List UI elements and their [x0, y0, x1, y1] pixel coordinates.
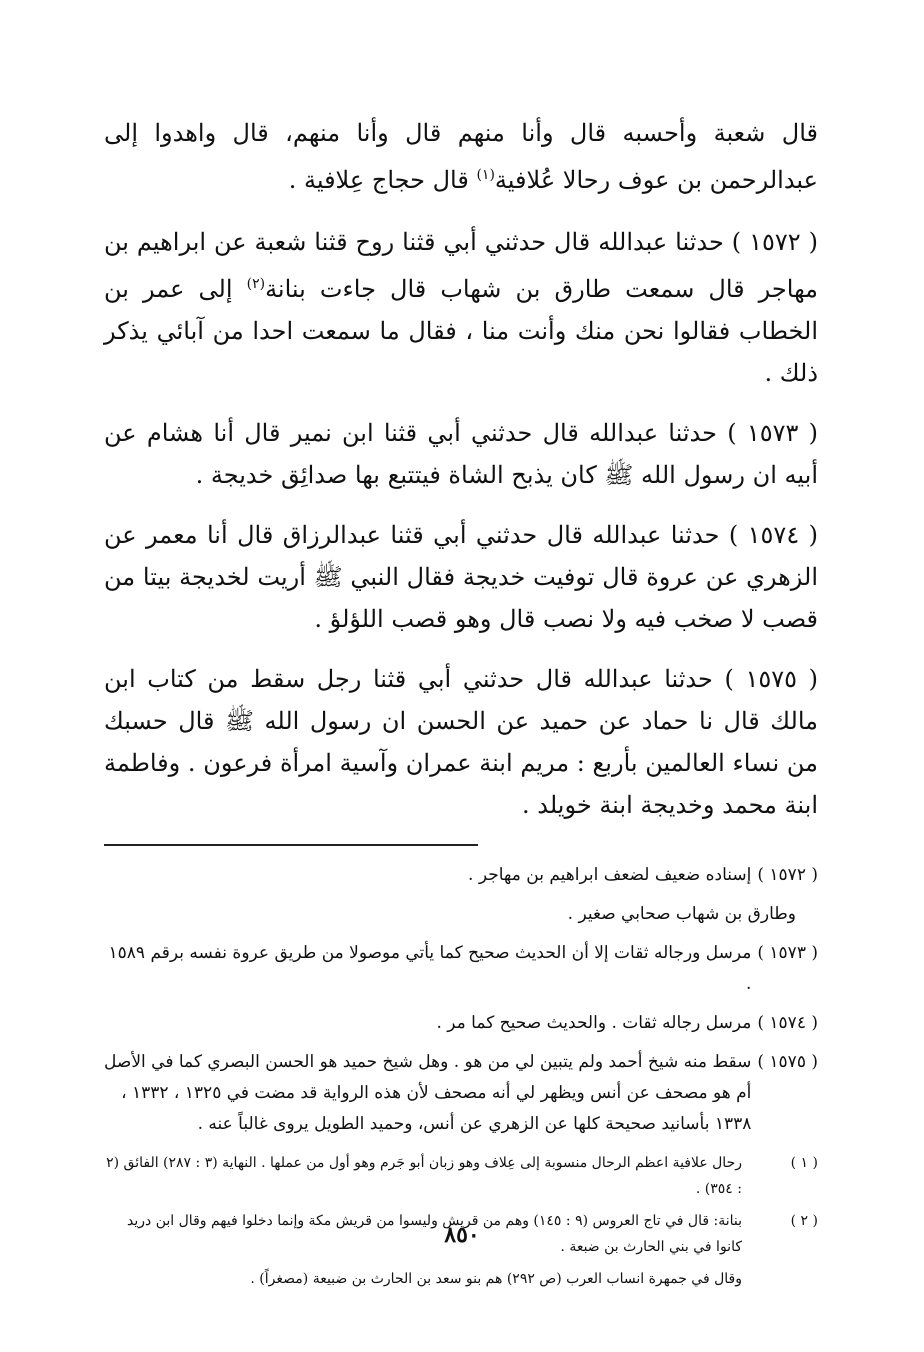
- commentary-notes: [104, 860, 818, 1140]
- note-1574: [104, 1008, 818, 1039]
- note-number: ( ١٥٧٢ ): [757, 865, 818, 885]
- note-text: سقط منه شيخ أحمد ولم يتبين لي من هو . وهل شيخ حميد هو الحسن البصري كما في الأصل أم هو مصحف عن أنس ويظهر لي أنه مصحف لأن هذه الرواية قد مضت في ١٣٢٥ ، ١٣٣٢ ، ١٣٣٨ بأسانيد صحيحة كلها عن الزهري عن أنس، وحميد الطويل يروى غالباً عنه .: [104, 1052, 752, 1134]
- note-number: ( ١٥٧٣ ): [757, 943, 818, 963]
- hadith-intro: [104, 112, 818, 201]
- hadith-1575: ( ١٥٧٥ ) حدثنا عبدالله قال حدثني أبي قثنا رجل سقط من كتاب ابن مالك قال نا حماد عن حميد عن الحسن ان رسول الله ﷺ قال حسبك من نساء العالمين بأربع : مريم ابنة عمران وآسية امرأة فرعون . وفاطمة ابنة محمد وخديجة ابنة خويلد .: [104, 665, 818, 819]
- note-1572: [104, 860, 818, 891]
- page-number: ٨٥٠: [444, 1222, 480, 1248]
- footnote-number: ( ١ ): [790, 1155, 818, 1171]
- footnote-ref: (٢): [246, 276, 266, 292]
- hadith-1573: ( ١٥٧٣ ) حدثنا عبدالله قال حدثني أبي قثنا ابن نمير قال أنا هشام عن أبيه ان رسول الله ﷺ كان يذبح الشاة فيتتبع بها صدائِق خديجة .: [104, 419, 818, 489]
- divider: [104, 844, 478, 846]
- footnote-2-continuation: وقال في جمهرة انساب العرب (ص ٢٩٢) هم بنو سعد بن الحارث بن ضبيعة (مصغراً) .: [250, 1271, 742, 1287]
- note-text: مرسل ورجاله ثقات إلا أن الحديث صحيح كما يأتي موصولا من طريق عروة نفسه برقم ١٥٨٩ .: [108, 943, 752, 994]
- hadith-1574: ( ١٥٧٤ ) حدثنا عبدالله قال حدثني أبي قثنا عبدالرزاق قال أنا معمر عن الزهري عن عروة قال توفيت خديجة فقال النبي ﷺ أريت لخديجة بيتا من قصب لا صخب فيه ولا نصب قال وهو قصب اللؤلؤ .: [104, 521, 818, 633]
- footnote-text: رحال علافية اعظم الرحال منسوبة إلى عِلاف وهو زبان أبو جَرم وهو أول من عملها . النهاية (٣ : ٢٨٧) الفائق (٢ : ٣٥٤) .: [106, 1155, 742, 1197]
- paragraph-text: ( ١٥٧٢ ) حدثنا عبدالله قال حدثني أبي قثنا روح قثنا شعبة عن ابراهيم بن مهاجر قال سمعت طارق بن شهاب قال جاءت بنانة: [104, 228, 818, 303]
- note-text: إسناده ضعيف لضعف ابراهيم بن مهاجر .: [468, 865, 752, 885]
- paragraph-text: قال شعبة وأحسبه قال وأنا منهم قال وأنا منهم، قال واهدوا إلى عبدالرحمن بن عوف رحالا عُلافية: [104, 119, 819, 194]
- note-1573: [104, 938, 818, 1000]
- paragraph-text: إلى عمر بن الخطاب فقالوا نحن منك وأنت منا ، فقال ما سمعت احدا من آبائي يذكر ذلك .: [104, 275, 818, 387]
- note-text: مرسل رجاله ثقات . والحديث صحيح كما مر .: [436, 1013, 752, 1033]
- footnote-number: ( ٢ ): [790, 1213, 818, 1229]
- note-1575: [104, 1047, 818, 1140]
- footnote-1: [104, 1150, 818, 1202]
- footnotes: [104, 1150, 818, 1292]
- note-1572-continuation: وطارق بن شهاب صحابي صغير .: [567, 904, 796, 924]
- note-number: ( ١٥٧٤ ): [757, 1013, 818, 1033]
- main-text: [104, 112, 818, 826]
- footnote-text: بنانة: قال في تاج العروس (٩ : ١٤٥) وهم من قريش وليسوا من قريش مكة وإنما دخلوا فيهم وقال ابن دريد كانوا في بني الحارث بن ضبعة .: [127, 1213, 742, 1255]
- footnote-ref: (١): [476, 167, 495, 183]
- paragraph-text: قال حجاج عِلافية .: [288, 166, 477, 194]
- note-number: ( ١٥٧٥ ): [757, 1052, 818, 1072]
- hadith-1572: [104, 221, 818, 394]
